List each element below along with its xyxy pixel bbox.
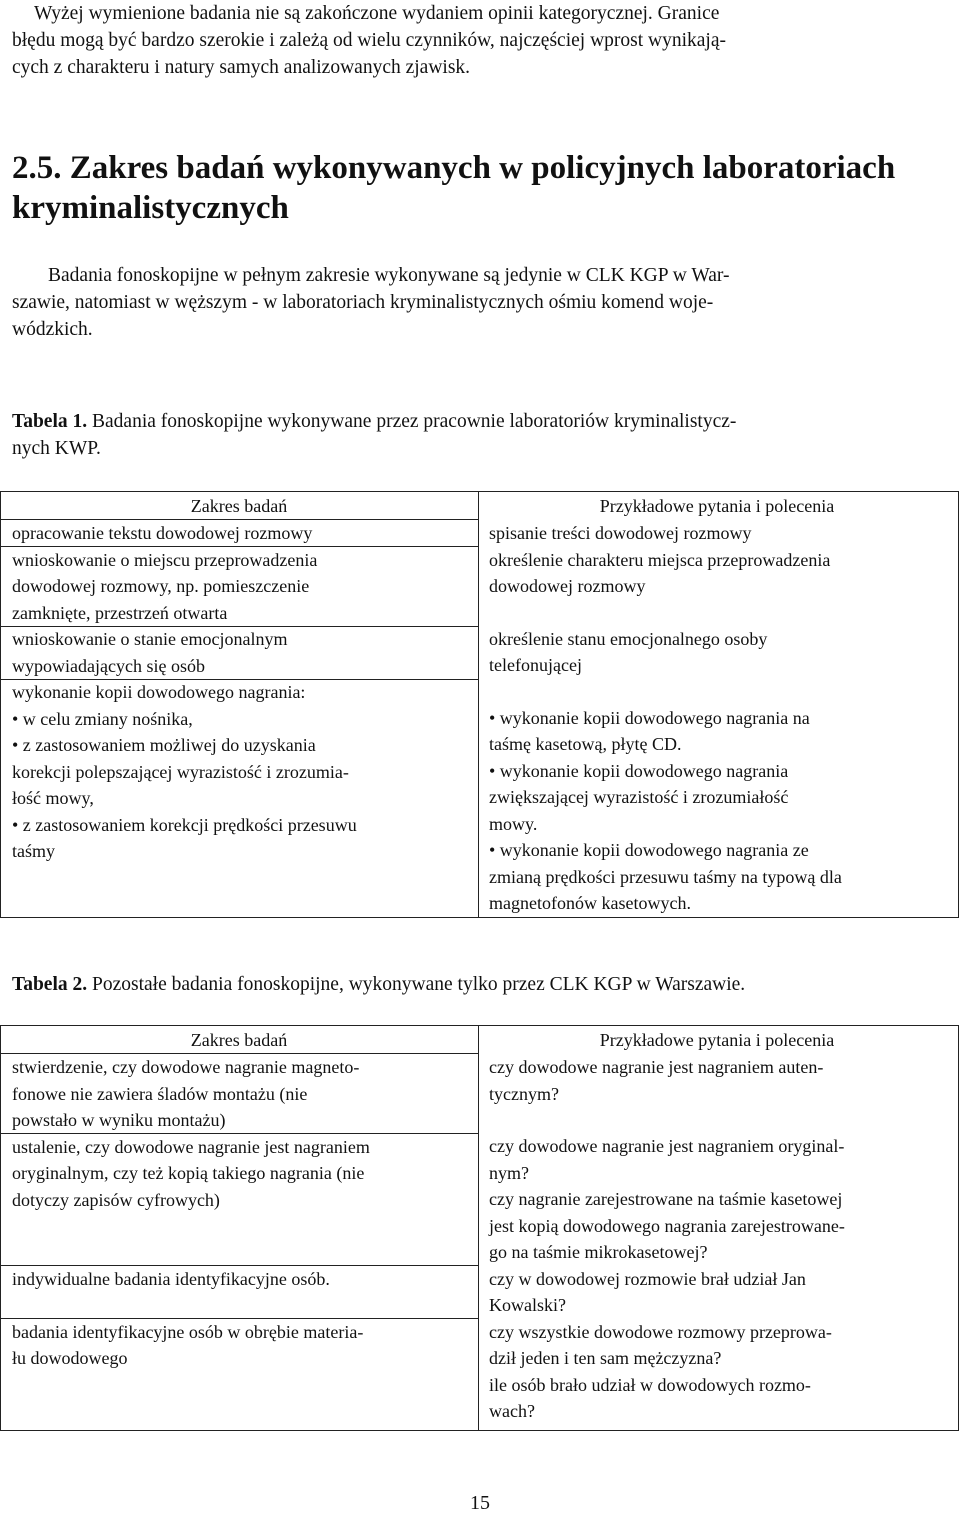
table1-header-left: Zakres badań [190, 496, 288, 516]
table1-left-line: wnioskowanie o miejscu przeprowadzenia [12, 549, 318, 570]
section-heading [12, 148, 948, 228]
page-number: 15 [470, 1492, 490, 1514]
table2-right-line: jest kopią dowodowego nagrania zarejestrowane- [489, 1215, 845, 1236]
table2-caption-text: Pozostałe badania fonoskopijne, wykonywane tylko przez CLK KGP w Warszawie. [87, 974, 746, 995]
table2-right-line: tycznym? [489, 1083, 559, 1104]
table2-left-line: fonowe nie zawiera śladów montażu (nie [12, 1083, 308, 1104]
table1-right-line: magnetofonów kasetowych. [489, 893, 691, 913]
table1-left-line: • z zastosowaniem korekcji prędkości przesuwu [12, 814, 357, 835]
table2-left-line: badania identyfikacyjne osób w obrębie materia- [12, 1321, 364, 1342]
table2-right-line: go na taśmie mikrokasetowej? [489, 1242, 708, 1262]
table2-header-right: Przykładowe pytania i polecenia [599, 1030, 835, 1050]
body-line: Badania fonoskopijne w pełnym zakresie wykonywane są jedynie w CLK KGP w War- [48, 265, 730, 286]
table1-header-right: Przykładowe pytania i polecenia [599, 496, 835, 516]
table1-right-line: zwiększającej wyrazistość i zrozumiałość [489, 787, 789, 807]
table2-left-line: stwierdzenie, czy dowodowe nagranie magneto- [12, 1057, 360, 1077]
table1-right-line: mowy. [489, 813, 538, 834]
table1-left-line: taśmy [12, 841, 55, 861]
body-line: wódzkich. [12, 319, 93, 340]
table2-caption [12, 971, 948, 998]
table1-left-line: zamknięte, przestrzeń otwarta [12, 602, 228, 623]
table2-left-line: indywidualne badania identyfikacyjne osób. [12, 1269, 330, 1289]
table1-left-line: wnioskowanie o stanie emocjonalnym [12, 629, 288, 649]
table1-right-line: spisanie treści dowodowej rozmowy [489, 523, 752, 543]
table1-right-line: dowodowej rozmowy [489, 576, 646, 596]
table1-right-line: określenie stanu emocjonalnego osoby [489, 628, 768, 649]
table1-left-line: wykonanie kopii dowodowego nagrania: [12, 682, 306, 702]
table1-left-line: dowodowej rozmowy, np. pomieszczenie [12, 576, 310, 596]
table2-divider [478, 1025, 479, 1430]
table2-right-line: nym? [489, 1162, 529, 1183]
section-heading-line: 2.5. Zakres badań wykonywanych w policyjnych laboratoriach [12, 150, 896, 186]
table2-right-line: czy wszystkie dowodowe rozmowy przeprowa- [489, 1321, 832, 1342]
table1-right-line: telefonującej [489, 655, 582, 675]
table1-right-line: taśmę kasetową, płytę CD. [489, 734, 682, 754]
section-heading-line: kryminalistycznych [12, 190, 289, 226]
table1-row-rule [0, 546, 478, 547]
table1-right-line: określenie charakteru miejsca przeprowadzenia [489, 549, 831, 570]
table2-right-line: czy dowodowe nagranie jest nagraniem auten- [489, 1057, 824, 1077]
table1-right-column [489, 520, 945, 917]
table1-caption-text: nych KWP. [12, 438, 101, 459]
table1-divider [478, 491, 479, 917]
table1-caption-text: Badania fonoskopijne wykonywane przez pracownie laboratoriów kryminalistycz- [87, 411, 737, 432]
table2-left-column [12, 1054, 468, 1372]
table1-row-rule [0, 679, 478, 680]
table1-right-line: • wykonanie kopii dowodowego nagrania ze [489, 840, 809, 860]
table1-left-line: • w celu zmiany nośnika, [12, 708, 193, 729]
table2-right-line: czy dowodowe nagranie jest nagraniem oryginal- [489, 1136, 845, 1156]
table1-caption [12, 408, 948, 462]
table2-right-line: czy w dowodowej rozmowie brał udział Jan [489, 1268, 806, 1289]
table2-right-line: dził jeden i ten sam mężczyzna? [489, 1348, 722, 1368]
table2-caption-label: Tabela 2. [12, 974, 88, 995]
table1-right-line: zmianą prędkości przesuwu taśmy na typową dla [489, 866, 842, 887]
table1-caption-label: Tabela 1. [12, 411, 88, 432]
intro-line: Wyżej wymienione badania nie są zakończone wydaniem opinii kategorycznej. Granice [34, 3, 720, 24]
table2-right-line: wach? [489, 1401, 535, 1421]
table1-left-line: korekcji polepszającej wyrazistość i zrozumia- [12, 761, 349, 782]
table2-left-line: dotyczy zapisów cyfrowych) [12, 1189, 220, 1210]
table1-row-rule [0, 626, 478, 627]
table2-right-line: Kowalski? [489, 1295, 566, 1315]
table1-left-column [12, 520, 468, 865]
table1-left-line: opracowanie tekstu dowodowej rozmowy [12, 523, 313, 543]
table2-left-line: powstało w wyniku montażu) [12, 1110, 226, 1130]
intro-paragraph [12, 0, 948, 81]
table2-left-line: oryginalnym, czy też kopią takiego nagrania (nie [12, 1163, 365, 1183]
intro-line: cych z charakteru i natury samych analizowanych zjawisk. [12, 57, 471, 78]
table2-left-line: ustalenie, czy dowodowe nagranie jest nagraniem [12, 1136, 370, 1157]
table1-right-line: • wykonanie kopii dowodowego nagrania [489, 760, 789, 781]
table2-header-left: Zakres badań [190, 1030, 288, 1050]
body-paragraph [12, 262, 948, 343]
body-line: szawie, natomiast w węższym - w laboratoriach kryminalistycznych ośmiu komend woje- [12, 292, 714, 313]
table1-right-line: • wykonanie kopii dowodowego nagrania na [489, 707, 810, 728]
table2-right-line: czy nagranie zarejestrowane na taśmie kasetowej [489, 1189, 843, 1209]
table1-left-line: łość mowy, [12, 788, 94, 808]
intro-line: błędu mogą być bardzo szerokie i zależą od wielu czynników, najczęściej wprost wynikają- [12, 30, 726, 51]
table2-right-line: ile osób brało udział w dowodowych rozmo- [489, 1374, 811, 1395]
table2-left-line: łu dowodowego [12, 1348, 128, 1368]
table1-left-line: • z zastosowaniem możliwej do uzyskania [12, 735, 316, 755]
table1-left-line: wypowiadających się osób [12, 655, 205, 676]
table2-right-column [489, 1054, 945, 1425]
